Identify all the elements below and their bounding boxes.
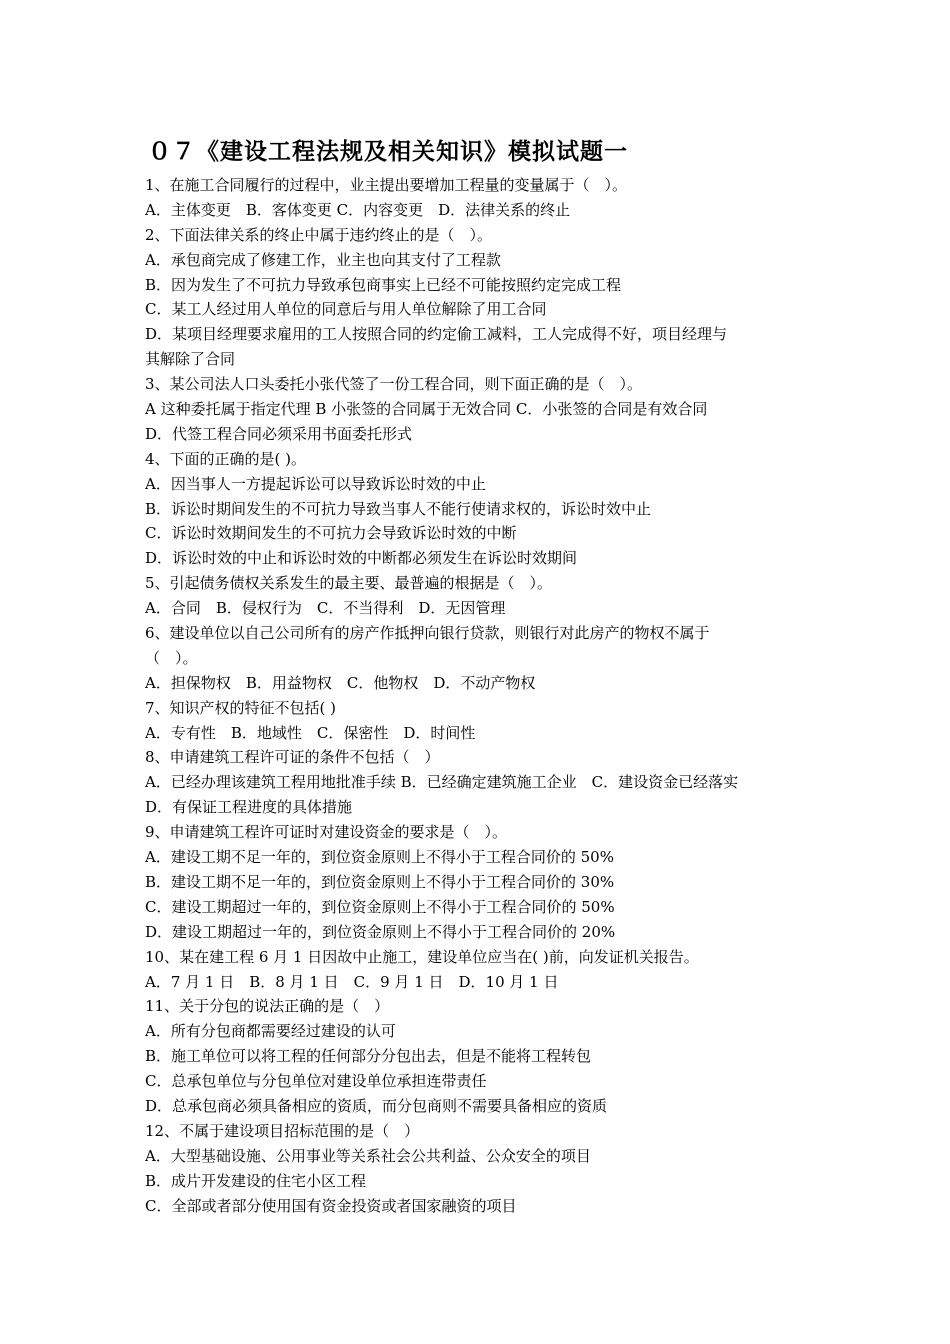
text-line: A．已经办理该建筑工程用地批准手续 B．已经确定建筑施工企业 C．建设资金已经落实 <box>145 773 739 792</box>
text-line: 4、下面的正确的是( )。 <box>145 449 307 468</box>
text-line: A．因当事人一方提起诉讼可以导致诉讼时效的中止 <box>145 474 486 493</box>
text-line: 9、申请建筑工程许可证时对建设资金的要求是（ ）。 <box>145 823 508 842</box>
text-line: B．诉讼时期间发生的不可抗力导致当事人不能行使请求权的，诉讼时效中止 <box>145 499 652 518</box>
text-line: D．有保证工程进度的具体措施 <box>145 798 353 817</box>
text-line: A．所有分包商都需要经过建设的认可 <box>145 1022 396 1041</box>
text-line: C．全部或者部分使用国有资金投资或者国家融资的项目 <box>145 1196 517 1215</box>
text-line: D．总承包商必须具备相应的资质，而分包商则不需要具备相应的资质 <box>145 1096 608 1115</box>
text-line: 3、某公司法人口头委托小张代签了一份工程合同，则下面正确的是（ ）。 <box>145 375 643 394</box>
text-line: B．施工单位可以将工程的任何部分分包出去，但是不能将工程转包 <box>145 1047 592 1066</box>
text-line: C．总承包单位与分包单位对建设单位承担连带责任 <box>145 1072 487 1091</box>
text-line: A．主体变更 B．客体变更 C．内容变更 D．法律关系的终止 <box>145 200 571 219</box>
text-line: 8、申请建筑工程许可证的条件不包括（ ） <box>145 748 440 767</box>
text-line: C．建设工期超过一年的，到位资金原则上不得小于工程合同价的 50% <box>145 897 615 916</box>
text-line: D．某项目经理要求雇用的工人按照合同的约定偷工减料，工人完成得不好，项目经理与 <box>145 325 728 344</box>
text-line: 10、某在建工程 6 月 1 日因故中止施工，建设单位应当在( )前，向发证机关报告。 <box>145 947 699 966</box>
text-line: 5、引起债务债权关系发生的最主要、最普遍的根据是（ ）。 <box>145 574 553 593</box>
text-line: A．建设工期不足一年的，到位资金原则上不得小于工程合同价的 50% <box>145 848 614 867</box>
text-line: A．担保物权 B．用益物权 C．他物权 D．不动产物权 <box>145 673 536 692</box>
text-line: A 这种委托属于指定代理 B 小张签的合同属于无效合同 C．小张签的合同是有效合同 <box>145 400 708 419</box>
text-line: A．专有性 B．地域性 C．保密性 D．时间性 <box>145 723 476 742</box>
text-line: 11、关于分包的说法正确的是（ ） <box>145 997 390 1016</box>
document-body <box>145 173 810 1218</box>
text-line: A．合同 B．侵权行为 C．不当得利 D．无因管理 <box>145 599 506 618</box>
text-line: A．大型基础设施、公用事业等关系社会公共利益、公众安全的项目 <box>145 1146 591 1165</box>
text-line: 1、在施工合同履行的过程中，业主提出要增加工程量的变量属于（ ）。 <box>145 176 628 194</box>
text-line: 6、建设单位以自己公司所有的房产作抵押向银行贷款，则银行对此房产的物权不属于 <box>145 624 710 643</box>
text-line: C．某工人经过用人单位的同意后与用人单位解除了用工合同 <box>145 300 547 319</box>
document-title: ０７《建设工程法规及相关知识》模拟试题一 <box>148 139 628 165</box>
text-line: 7、知识产权的特征不包括( ) <box>145 698 337 717</box>
text-line: D．诉讼时效的中止和诉讼时效的中断都必须发生在诉讼时效期间 <box>145 549 578 568</box>
text-line: 2、下面法律关系的终止中属于违约终止的是（ ）。 <box>145 225 493 244</box>
text-line: A．7 月 1 日 B．8 月 1 日 C．9 月 1 日 D．10 月 1 日 <box>145 972 559 991</box>
text-line: 12、不属于建设项目招标范围的是（ ） <box>145 1121 420 1140</box>
text-line: C．诉讼时效期间发生的不可抗力会导致诉讼时效的中断 <box>145 524 517 543</box>
text-line: D．建设工期超过一年的，到位资金原则上不得小于工程合同价的 20% <box>145 922 616 941</box>
text-line: A．承包商完成了修建工作，业主也向其支付了工程款 <box>145 250 501 269</box>
text-line: B．因为发生了不可抗力导致承包商事实上已经不可能按照约定完成工程 <box>145 275 622 294</box>
text-line: （ ）。 <box>145 648 198 667</box>
text-line: 其解除了合同 <box>145 350 236 369</box>
text-line: D．代签工程合同必须采用书面委托形式 <box>145 424 413 443</box>
text-line: B．建设工期不足一年的，到位资金原则上不得小于工程合同价的 30% <box>145 872 615 891</box>
text-line: B．成片开发建设的住宅小区工程 <box>145 1171 367 1190</box>
